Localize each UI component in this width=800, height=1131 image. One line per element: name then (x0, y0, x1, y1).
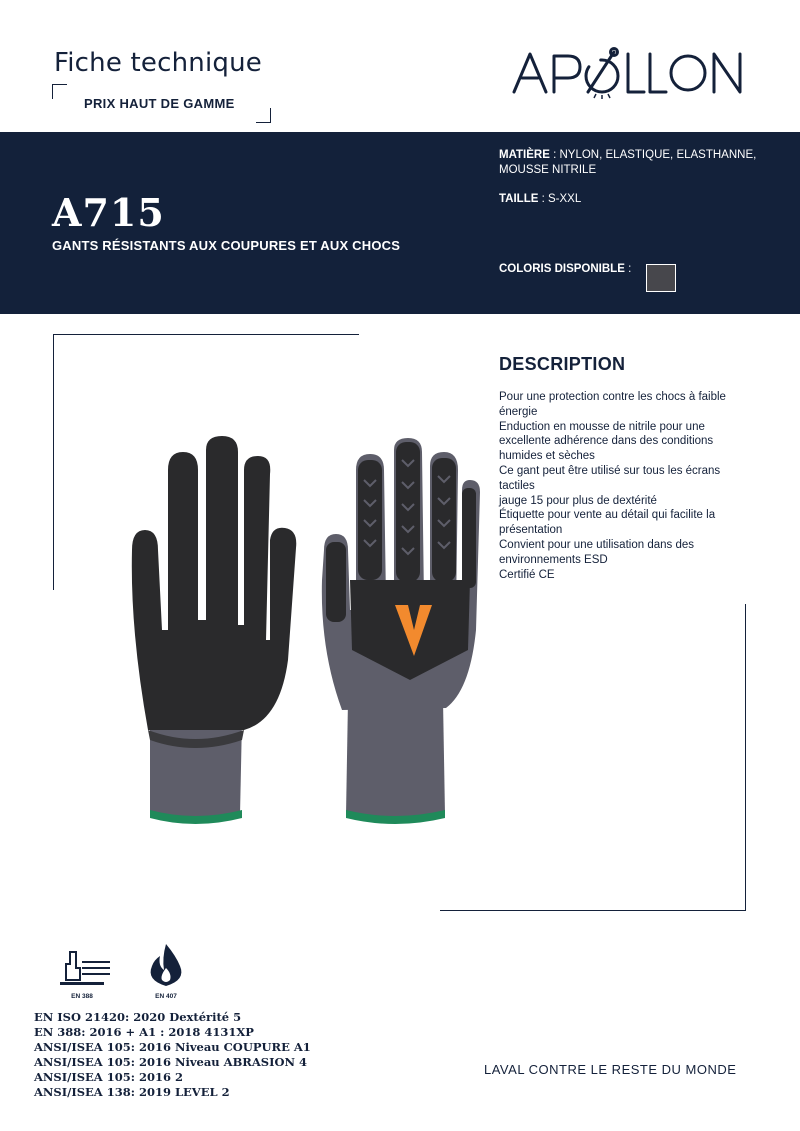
gloves-product-image (110, 430, 490, 830)
corner-bracket-top-left (52, 84, 67, 99)
description-item: Convient pour une utilisation dans des environnements ESD (499, 538, 694, 566)
description-item: Enduction en mousse de nitrile pour une excellente adhérence dans des conditions humides et sèches (499, 420, 714, 463)
colors-value: : (624, 263, 632, 275)
apollon-logo (510, 42, 750, 100)
size-label: TAILLE (499, 193, 539, 205)
frame-line (440, 910, 746, 911)
frame-line (53, 334, 54, 590)
frame-line (53, 334, 359, 335)
description-list (499, 390, 739, 582)
size-spec (499, 192, 581, 207)
glove-palm-view (132, 436, 296, 824)
icon-label: EN 407 (155, 993, 177, 1000)
norm-item: ANSI/ISEA 105: 2016 Niveau ABRASION 4 (34, 1055, 307, 1069)
material-spec (499, 148, 769, 178)
mechanical-hazard-icon (52, 940, 112, 988)
material-value: : NYLON, ELASTIQUE, ELASTHANNE, MOUSSE NITRILE (499, 149, 757, 176)
norm-item: EN 388: 2016 + A1 : 2018 4131XP (34, 1025, 254, 1039)
description-item: Étiquette pour vente au détail qui facilite la présentation (499, 509, 716, 537)
description-item: Certifié CE (499, 568, 555, 581)
icon-label: EN 388 (71, 993, 93, 1000)
description-item: Ce gant peut être utilisé sur tous les écrans tactiles (499, 464, 721, 492)
color-swatch-grey (646, 264, 676, 292)
colors-spec (499, 262, 631, 277)
product-name: GANTS RÉSISTANTS AUX COUPURES ET AUX CHOCS (52, 238, 401, 253)
en388-badge (52, 940, 112, 1002)
subtitle: PRIX HAUT DE GAMME (84, 96, 235, 111)
norm-item: ANSI/ISEA 138: 2019 LEVEL 2 (34, 1085, 230, 1099)
description-title: DESCRIPTION (499, 354, 626, 374)
document-title: Fiche technique (54, 48, 262, 78)
colors-label: COLORIS DISPONIBLE (499, 263, 625, 275)
frame-line (745, 604, 746, 910)
size-value: : S-XXL (538, 193, 582, 205)
flame-icon (136, 940, 196, 988)
norm-item: ANSI/ISEA 105: 2016 2 (34, 1070, 183, 1084)
description-item: Pour une protection contre les chocs à faible énergie (499, 391, 726, 418)
material-label: MATIÈRE (499, 149, 550, 161)
glove-back-view (322, 438, 480, 824)
product-code: A715 (52, 190, 165, 235)
norm-item: ANSI/ISEA 105: 2016 Niveau COUPURE A1 (34, 1040, 311, 1054)
corner-bracket-bottom-right (256, 108, 271, 123)
norms-list (34, 1010, 311, 1100)
norm-item: EN ISO 21420: 2020 Dextérité 5 (34, 1010, 242, 1024)
description-item: jauge 15 pour plus de dextérité (499, 494, 657, 507)
footer-slogan: LAVAL CONTRE LE RESTE DU MONDE (484, 1062, 737, 1077)
en407-badge (136, 940, 196, 1002)
